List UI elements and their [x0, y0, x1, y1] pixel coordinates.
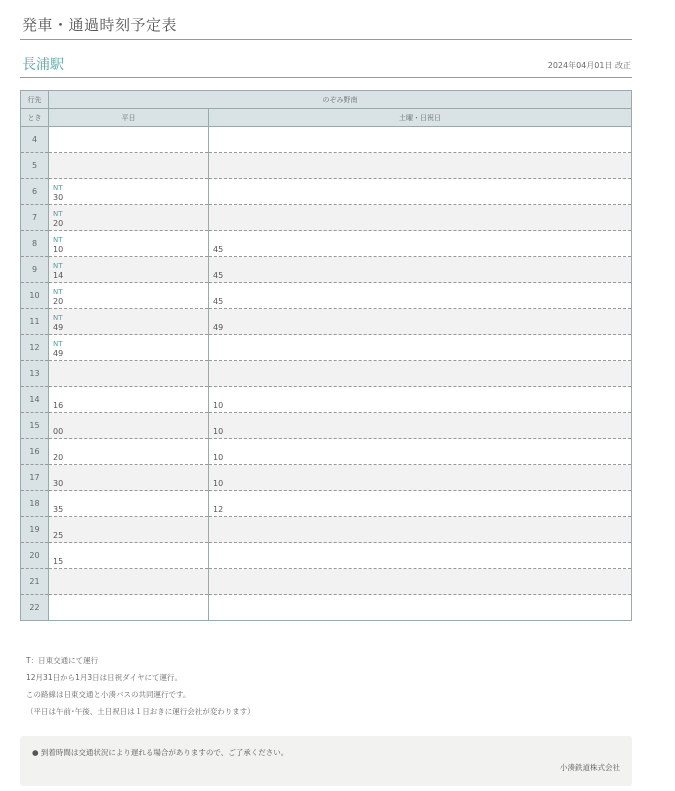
holiday-cell: [209, 387, 632, 413]
operator-mark: NT: [53, 288, 63, 296]
departure-minute: 25: [53, 531, 64, 540]
departure-minute: 14: [53, 271, 64, 280]
holiday-cell: [209, 283, 632, 309]
note-line: T：日東交通にて運行: [26, 656, 99, 665]
holiday-cell: [209, 491, 632, 517]
holiday-cell: [209, 179, 632, 205]
holiday-cell: [209, 543, 632, 569]
note-line: 12月31日から1月3日は日祝ダイヤにて運行。: [26, 673, 182, 682]
weekday-cell: [49, 127, 209, 153]
notice-text: ● 到着時間は交通状況により遅れる場合がありますので、ご了承ください。: [32, 748, 289, 757]
weekday-cell: [49, 179, 209, 205]
hour-cell: 19: [21, 517, 49, 543]
departure-minute: 16: [53, 401, 64, 410]
hour-cell: 8: [21, 231, 49, 257]
revision-date: 2024年04月01日 改正: [547, 61, 631, 70]
holiday-cell: [209, 205, 632, 231]
departure-minute: 49: [53, 349, 64, 358]
departure-minute: 45: [213, 297, 224, 306]
timetable: [20, 90, 632, 621]
notes: [26, 652, 255, 720]
hour-cell: 21: [21, 569, 49, 595]
destination-label: 行先: [21, 91, 49, 109]
hour-cell: 10: [21, 283, 49, 309]
departure-minute: 10: [213, 479, 224, 488]
destination-header-row: [21, 91, 632, 109]
holiday-cell: [209, 231, 632, 257]
departure-minute: 45: [213, 271, 224, 280]
operator-mark: NT: [53, 262, 63, 270]
hour-cell: 12: [21, 335, 49, 361]
weekday-column-header: 平日: [49, 109, 209, 127]
column-header-row: [21, 109, 632, 127]
departure-minute: 15: [53, 557, 64, 566]
hour-cell: 22: [21, 595, 49, 621]
table-row: [21, 413, 632, 439]
departure-minute: 49: [213, 323, 224, 332]
weekday-cell: [49, 335, 209, 361]
table-row: [21, 283, 632, 309]
table-row: [21, 153, 632, 179]
operator-mark: NT: [53, 210, 63, 218]
holiday-cell: [209, 439, 632, 465]
table-row: [21, 179, 632, 205]
operator-mark: NT: [53, 340, 63, 348]
departure-minute: 45: [213, 245, 224, 254]
weekday-cell: [49, 465, 209, 491]
table-row: [21, 491, 632, 517]
departure-minute: 10: [213, 453, 224, 462]
hour-cell: 6: [21, 179, 49, 205]
table-row: [21, 517, 632, 543]
destination-name: のぞみ野南: [49, 91, 632, 109]
departure-minute: 30: [53, 193, 64, 202]
hour-cell: 9: [21, 257, 49, 283]
table-row: [21, 387, 632, 413]
weekday-cell: [49, 387, 209, 413]
weekday-cell: [49, 361, 209, 387]
hour-cell: 13: [21, 361, 49, 387]
hour-cell: 15: [21, 413, 49, 439]
departure-minute: 00: [53, 427, 64, 436]
hour-cell: 5: [21, 153, 49, 179]
departure-minute: 10: [213, 427, 224, 436]
departure-minute: 10: [53, 245, 64, 254]
departure-minute: 30: [53, 479, 64, 488]
table-row: [21, 439, 632, 465]
note-line: （平日は午前･午後、土日祝日は１日おきに運行会社が変わります）: [26, 707, 255, 716]
hour-cell: 11: [21, 309, 49, 335]
weekday-cell: [49, 595, 209, 621]
time-label: とき: [21, 109, 49, 127]
table-row: [21, 257, 632, 283]
hour-cell: 16: [21, 439, 49, 465]
company-name: 小湊鉄道株式会社: [560, 763, 620, 772]
departure-minute: 20: [53, 453, 64, 462]
departure-minute: 35: [53, 505, 64, 514]
holiday-cell: [209, 517, 632, 543]
departure-minute: 20: [53, 297, 64, 306]
holiday-cell: [209, 465, 632, 491]
table-row: [21, 205, 632, 231]
weekday-cell: [49, 439, 209, 465]
table-row: [21, 309, 632, 335]
operator-mark: NT: [53, 236, 63, 244]
weekday-cell: [49, 231, 209, 257]
weekday-cell: [49, 517, 209, 543]
weekday-cell: [49, 205, 209, 231]
hour-cell: 4: [21, 127, 49, 153]
holiday-cell: [209, 413, 632, 439]
holiday-cell: [209, 335, 632, 361]
hour-cell: 14: [21, 387, 49, 413]
holiday-cell: [209, 361, 632, 387]
table-row: [21, 465, 632, 491]
hour-cell: 17: [21, 465, 49, 491]
departure-minute: 49: [53, 323, 64, 332]
table-row: [21, 335, 632, 361]
holiday-cell: [209, 569, 632, 595]
table-row: [21, 543, 632, 569]
note-line: この路線は日東交通と小湊バスの共同運行です。: [26, 690, 191, 699]
holiday-cell: [209, 257, 632, 283]
departure-minute: 20: [53, 219, 64, 228]
departure-minute: 10: [213, 401, 224, 410]
station-name: 長浦駅: [22, 57, 64, 73]
station-divider: [20, 77, 632, 78]
hour-cell: 7: [21, 205, 49, 231]
weekday-cell: [49, 543, 209, 569]
table-row: [21, 127, 632, 153]
holiday-cell: [209, 309, 632, 335]
operator-mark: NT: [53, 314, 63, 322]
holiday-cell: [209, 127, 632, 153]
table-row: [21, 361, 632, 387]
departure-minute: 12: [213, 505, 224, 514]
holiday-cell: [209, 153, 632, 179]
weekday-cell: [49, 413, 209, 439]
weekday-cell: [49, 491, 209, 517]
table-row: [21, 569, 632, 595]
weekday-cell: [49, 309, 209, 335]
hour-cell: 18: [21, 491, 49, 517]
title-divider: [20, 39, 632, 40]
hour-cell: 20: [21, 543, 49, 569]
weekday-cell: [49, 153, 209, 179]
page-title: 発車・通過時刻予定表: [22, 16, 178, 34]
weekday-cell: [49, 257, 209, 283]
weekday-cell: [49, 569, 209, 595]
operator-mark: NT: [53, 184, 63, 192]
notice-box: [20, 736, 632, 786]
holiday-column-header: 土曜・日祝日: [209, 109, 632, 127]
table-row: [21, 595, 632, 621]
table-row: [21, 231, 632, 257]
weekday-cell: [49, 283, 209, 309]
holiday-cell: [209, 595, 632, 621]
